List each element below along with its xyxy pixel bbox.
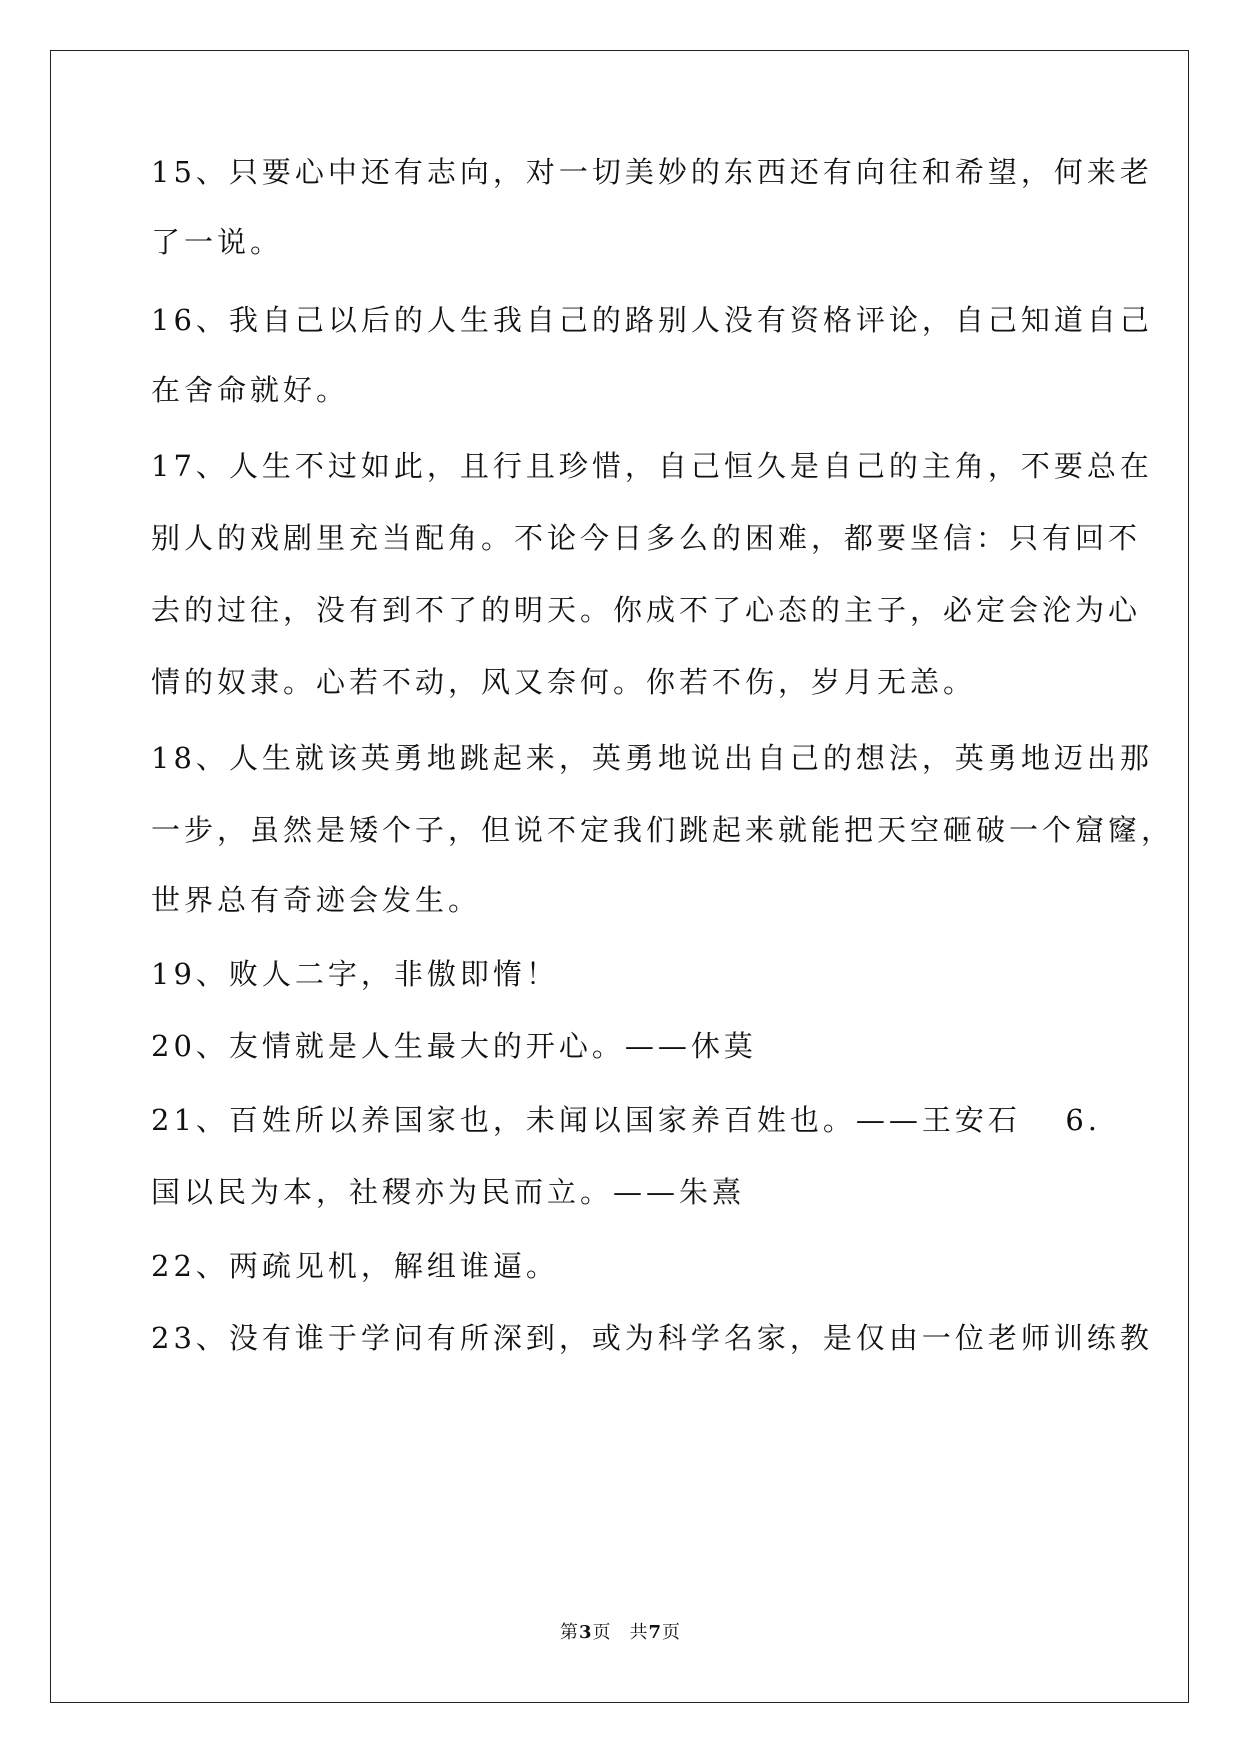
text-line: 了一说。 [151,225,284,259]
footer-total-prefix: 共 [629,1622,649,1643]
text-line: 国以民为本，社稷亦为民而立。——朱熹 [151,1175,746,1209]
footer-total-suffix: 页 [662,1622,682,1643]
text-line: 去的过往，没有到不了的明天。你成不了心态的主子，必定会沦为心 [151,593,1142,627]
text-line: 22、两疏见机，解组谁逼。 [151,1249,559,1283]
text-line: 19、败人二字，非傲即惰！ [151,957,559,991]
text-line: 别人的戏剧里充当配角。不论今日多么的困难，都要坚信：只有回不 [151,521,1142,555]
text-line: 18、人生就该英勇地跳起来，英勇地说出自己的想法，英勇地迈出那 [151,741,1153,775]
text-line: 21、百姓所以养国家也，未闻以国家养百姓也。——王安石 [151,1103,1021,1137]
footer-page-prefix: 第 [559,1622,579,1643]
text-line: 情的奴隶。心若不动，风又奈何。你若不伤，岁月无恙。 [151,665,977,699]
text-line: 15、只要心中还有志向，对一切美妙的东西还有向往和希望，何来老 [151,155,1153,189]
text-line: 在舍命就好。 [151,373,350,407]
text-line: 20、友情就是人生最大的开心。——休莫 [151,1029,757,1063]
text-line: 17、人生不过如此，且行且珍惜，自己恒久是自己的主角，不要总在 [151,449,1153,483]
footer-page-current: 3 [578,1622,593,1643]
text-line: 16、我自己以后的人生我自己的路别人没有资格评论，自己知道自己 [151,303,1153,337]
page-footer [0,1621,1241,1645]
text-line: 23、没有谁于学问有所深到，或为科学名家，是仅由一位老师训练教 [151,1321,1153,1355]
footer-page-suffix: 页 [592,1622,612,1643]
page-border [50,50,1189,1703]
text-line: 一步，虽然是矮个子，但说不定我们跳起来就能把天空砸破一个窟窿， [151,813,1175,847]
text-line-number: 6. [1065,1103,1101,1137]
text-line: 世界总有奇迹会发生。 [151,883,482,917]
footer-page-total: 7 [648,1622,663,1643]
